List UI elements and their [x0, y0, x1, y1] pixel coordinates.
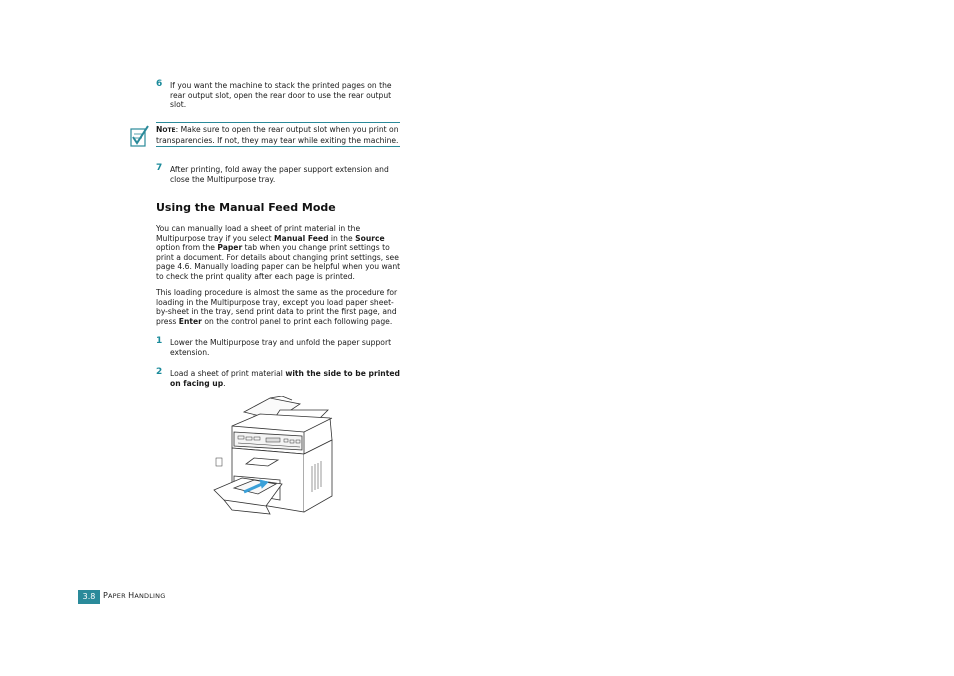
footer-h-initial: H	[128, 591, 135, 600]
footer-rule	[78, 603, 100, 604]
para1-bold-source: Source	[355, 233, 385, 243]
para2-text-2: on the control panel to print each following page.	[201, 316, 393, 326]
step-number-1: 1	[156, 336, 163, 346]
step-1-text: Lower the Multipurpose tray and unfold the paper support extension.	[170, 338, 392, 357]
step-6-text: If you want the machine to stack the printed pages on the rear output slot, open the rear door to use the rear output slot.	[170, 81, 392, 110]
step-7-text: After printing, fold away the paper support extension and close the Multipurpose tray.	[170, 165, 389, 184]
checkmark-note-icon	[130, 124, 150, 151]
note-label-rest: OTE	[162, 127, 176, 134]
paragraph-loading-procedure	[156, 288, 402, 326]
note-top-rule	[156, 122, 400, 123]
para1-bold-paper: Paper	[217, 243, 243, 253]
para1-text-3: option from the	[156, 243, 218, 253]
para2-bold-enter: Enter	[178, 316, 202, 326]
footer-h-rest: ANDLING	[134, 592, 166, 600]
paragraph-manual-feed	[156, 224, 402, 282]
para1-text-4: tab when you change print settings to print a document. For details about changing print settings, see page 4.6. Manually loading paper can be helpful when you want to check the print quality after each page is printed.	[156, 243, 401, 281]
section-heading: Using the Manual Feed Mode	[156, 201, 336, 214]
para1-text-1: You can manually load a sheet of print material in the Multipurpose tray if you select	[156, 224, 361, 243]
step2-text-2: .	[223, 378, 226, 388]
step-2-text	[170, 369, 402, 388]
printer-multipurpose-tray-illustration	[210, 396, 338, 519]
note-text	[156, 125, 402, 145]
footer-section-title	[103, 591, 165, 602]
footer-p-rest: APER	[108, 592, 129, 600]
step-number-7: 7	[156, 163, 163, 173]
step2-bold: with the side to be printed on facing up	[170, 369, 400, 388]
para1-text-2: in the	[328, 233, 356, 243]
para1-bold-manual-feed: Manual Feed	[274, 233, 329, 243]
step-number-6: 6	[156, 79, 163, 89]
step-number-2: 2	[156, 367, 163, 377]
page-number-badge: 3.8	[78, 590, 100, 604]
footer-p-initial: P	[103, 591, 109, 600]
step2-text-1: Load a sheet of print material	[170, 369, 286, 378]
para2-text-1: This loading procedure is almost the same as the procedure for loading in the Multipurpose tray, except you load paper sheet-by-sheet in the tray, send print data to print the first page, and press	[156, 288, 398, 326]
note-body: : Make sure to open the rear output slot when you print on transparencies. If not, they may tear while exiting the machine.	[156, 125, 399, 145]
note-label-initial: N	[156, 125, 163, 134]
note-bottom-rule	[156, 146, 400, 147]
